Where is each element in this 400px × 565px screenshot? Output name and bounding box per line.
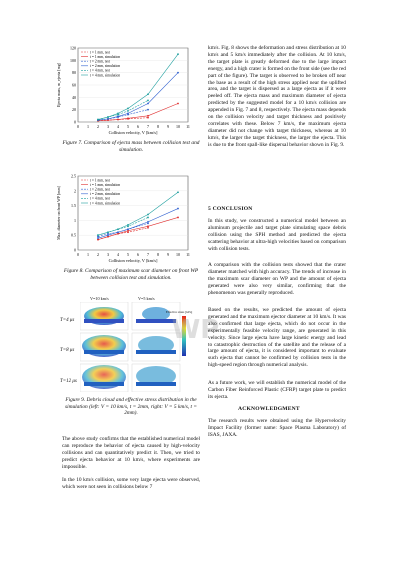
fig8-data-point	[107, 234, 109, 236]
fig7-xtick-label: 11	[186, 124, 190, 129]
fig7-xtick-label: 6	[137, 124, 139, 129]
fig7-data-point	[127, 117, 129, 119]
fig8-xtick-label: 2	[97, 252, 99, 257]
right-paragraph-1: km/s. Fig. 8 shows the deformation and stress distribution at 10 km/s and 5 km/s immediately after the collision. At 10 km/s, the target plate is greatly deformed due to the large impact energy, and a high crater is formed on the front side (see the red part of the figure). The target is observed to be broken off near the base as a result of the high stress applied near the uplifted area, and the target is dispersed as a large ejecta as if it were peeled off. The ejecta mass and maximum diameter of ejecta predicted by the suggested model for a 10 km/s collision are appended in Fig. 7 and 8, respectively. The ejecta mass depends on the collision velocity and target thickness and positively correlates with these. Below 7 km/s, the maximum ejecta diameter did not change with target thickness, whereas at 10 km/s, the larger the target thickness, the larger the ejecta. This is due to the front spall-like dispersal behavior shown in Fig. 9.	[208, 45, 346, 148]
right-paragraph-2: In this study, we constructed a numerical model between an aluminum projectile and target plate simulating space debris collision using the SPH method and predicted the ejecta scattering behavior at ultra-high velocities based on comparison with collision tests.	[208, 218, 346, 252]
figure-7-caption: Figure 7. Comparison of ejecta mass between collision test and simulation.	[62, 140, 200, 153]
fig7-ytick-label: 60	[72, 82, 76, 88]
fig8-ytick-label: 1	[74, 217, 76, 223]
fig7-data-point	[127, 112, 129, 114]
fig9-row-label-2: T=8 μs	[60, 348, 75, 353]
right-paragraph-5: As a future work, we will establish the numerical model of the Carbon Fiber Reinforced Plastic (CFRP) target plate to predict its ejecta.	[208, 380, 346, 400]
fig7-xtick-label: 10	[176, 124, 180, 129]
fig7-ytick-label: 80	[72, 70, 76, 76]
fig7-xtick-label: 4	[117, 124, 119, 129]
fig8-ytick-label: 1.5	[71, 203, 76, 209]
fig8-data-point	[97, 234, 99, 236]
fig8-legend-entry: t = 1 mm, simulation	[90, 182, 121, 187]
left-paragraph-2: In the 10 km/s collision, some very large ejecta were observed, which were not seen in collisions below 7	[62, 477, 200, 490]
fig8-data-point	[147, 217, 149, 219]
fig8-ytick-label: 0.5	[71, 232, 76, 238]
fig9-row-label-3: T=12 μs	[60, 379, 77, 384]
fig7-xtick-label: 3	[107, 124, 109, 129]
fig8-xtick-label: 11	[186, 252, 190, 257]
fig7-data-point	[147, 109, 149, 111]
fig7-data-point	[177, 103, 179, 105]
left-paragraph-1: The above study confirms that the established numerical model can reproduce the behavior of ejecta caused by high-velocity collisions and can quantitatively predict it. Then, we tried to predict ejecta behavior at 10 km/s, where experiments are impossible.	[62, 436, 200, 470]
fig9-col-left-label: V=10 km/s	[90, 296, 109, 301]
fig8-data-point	[147, 225, 149, 227]
fig8-data-point	[127, 224, 129, 226]
fig7-ytick-label: 100	[70, 57, 76, 63]
fig8-legend-entry: t = 2 mm, simulation	[90, 192, 121, 197]
fig7-data-point	[107, 116, 109, 118]
fig7-data-point	[117, 112, 119, 114]
fig8-legend-entry: t = 4 mm, test	[90, 196, 110, 201]
fig8-data-point	[177, 191, 179, 193]
fig8-xlabel: Collision velocity, V [km/s]	[108, 258, 158, 263]
fig8-xtick-label: 9	[167, 252, 169, 257]
fig8-xtick-label: 8	[157, 252, 159, 257]
figure-8-caption: Figure 8. Comparison of maximum scar diameter on front WP between collision test and simulation.	[63, 268, 199, 281]
fig7-xlabel: Collision velocity, V [km/s]	[108, 130, 158, 135]
fig8-data-point	[147, 221, 149, 223]
fig9-row-label-1: T=4 μs	[60, 318, 75, 323]
fig7-ytick-label: 20	[72, 107, 76, 113]
fig7-data-point	[147, 117, 149, 119]
right-paragraph-6: The research results were obtained using the Hypervelocity Impact Facility (former name: Space Plasma Laboratory) of ISAS, JAXA.	[208, 418, 346, 438]
fig7-data-point	[117, 116, 119, 118]
fig7-data-point	[147, 115, 149, 117]
fig7-data-point	[117, 119, 119, 121]
fig7-data-point	[147, 103, 149, 105]
fig8-data-point	[97, 237, 99, 239]
fig7-data-point	[177, 72, 179, 74]
fig7-data-point	[107, 118, 109, 120]
fig7-xtick-label: 1	[87, 124, 89, 129]
fig7-data-point	[177, 53, 179, 55]
figure-7-chart	[52, 44, 202, 136]
section-heading-acknowledgment: ACKNOWLEDGMENT	[238, 406, 300, 412]
fig8-data-point	[177, 217, 179, 219]
section-heading-conclusion: 5 CONCLUSION	[208, 206, 253, 212]
fig7-xtick-label: 5	[127, 124, 129, 129]
fig7-ytick-label: 40	[72, 94, 76, 100]
fig8-data-point	[107, 231, 109, 233]
fig7-legend-entry: t = 1 mm, simulation	[90, 54, 121, 59]
fig7-data-point	[97, 119, 99, 121]
fig8-xtick-label: 10	[176, 252, 180, 257]
fig9-col-right-label: V=5 km/s	[138, 296, 155, 301]
fig8-data-point	[127, 228, 129, 230]
fig7-legend-entry: t = 2 mm, simulation	[90, 64, 121, 69]
fig7-ytick-label: 120	[70, 45, 76, 51]
fig8-xtick-label: 6	[137, 252, 139, 257]
fig8-ylabel: Max. diameter on front WP [mm]	[56, 186, 61, 240]
fig8-xtick-label: 0	[77, 252, 79, 257]
fig7-ytick-label: 0	[74, 119, 76, 125]
fig8-ytick-label: 0	[74, 247, 76, 253]
right-paragraph-4: Based on the results, we predicted the amount of ejecta generated and the maximum ejector diameter at 10 km/s. It was also confirmed that large ejecta, which do not occur in the experimentally feasible velocity range, are generated in this velocity. Since large ejecta have large kinetic energy and lead to catastrophic destruction of the satellite and the release of a large amount of ejecta, it is considered important to evaluate such ejecta that cannot be confirmed by collision tests in the high-speed region through numerical analysis.	[208, 307, 346, 369]
fig7-data-point	[147, 93, 149, 95]
fig8-xtick-label: 7	[147, 252, 149, 257]
fig8-legend-entry: t = 4 mm, simulation	[90, 201, 121, 206]
fig9-colorbar-title: Effective stress [GPa]	[166, 310, 193, 314]
fig7-legend-entry: t = 1 mm, test	[90, 50, 110, 55]
fig7-xtick-label: 9	[167, 124, 169, 129]
fig7-ylabel: Ejecta mass, m_ejecta [mg]	[56, 62, 61, 108]
fig8-xtick-label: 4	[117, 252, 119, 257]
figure-9-caption: Figure 9. Debris cloud and effective stress distribution in the simulation (left: V = 10 km/s, t = 2mm, right: V = 5 km/s, t = 2mm).	[64, 397, 198, 416]
fig8-data-point	[147, 214, 149, 216]
fig7-xtick-label: 0	[77, 124, 79, 129]
fig7-data-point	[127, 110, 129, 112]
watermark-logo: WP	[171, 315, 220, 345]
fig7-legend-entry: t = 4 mm, test	[90, 68, 110, 73]
fig7-legend-entry: t = 4 mm, simulation	[90, 73, 121, 78]
fig7-xtick-label: 8	[157, 124, 159, 129]
fig7-legend-entry: t = 2 mm, test	[90, 59, 110, 64]
fig7-data-point	[147, 100, 149, 102]
figure-8-chart	[52, 172, 202, 264]
fig7-data-point	[127, 108, 129, 110]
fig8-ytick-label: 2.5	[71, 173, 76, 179]
fig8-legend-entry: t = 1 mm, test	[90, 178, 110, 183]
fig7-xtick-label: 7	[147, 124, 149, 129]
right-paragraph-3: A comparison with the collision tests showed that the crater diameter matched with high accuracy. The trends of increase in the maximum scar diameter on WP and the amount of ejecta generated were also very similar, confirming that the phenomenon was generally reproduced.	[208, 262, 346, 296]
fig7-xtick-label: 2	[97, 124, 99, 129]
fig8-legend-entry: t = 2 mm, test	[90, 187, 110, 192]
fig8-data-point	[177, 208, 179, 210]
fig8-xtick-label: 5	[127, 252, 129, 257]
fig8-xtick-label: 1	[87, 252, 89, 257]
fig8-xtick-label: 3	[107, 252, 109, 257]
fig8-ytick-label: 2	[74, 188, 76, 194]
fig8-data-point	[117, 228, 119, 230]
fig8-data-point	[117, 231, 119, 233]
